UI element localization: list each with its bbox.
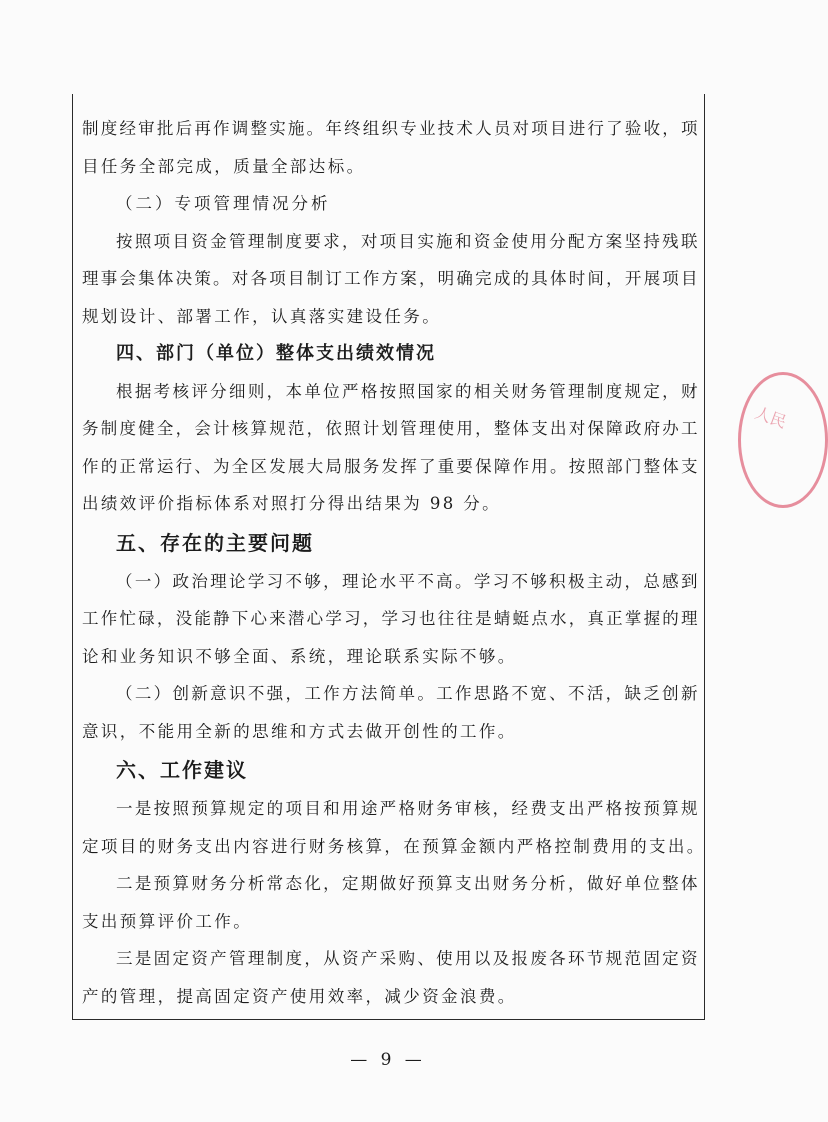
text-line: 出绩效评价指标体系对照打分得出结果为 98 分。 bbox=[82, 494, 502, 513]
text-line: 意识，不能用全新的思维和方式去做开创性的工作。 bbox=[82, 721, 517, 741]
text-line: （二）创新意识不强，工作方法简单。工作思路不宽、不活，缺乏创新 bbox=[116, 684, 698, 703]
text-line: 论和业务知识不够全面、系统，理论联系实际不够。 bbox=[82, 646, 517, 666]
page-number: — 9 — bbox=[350, 1050, 426, 1070]
text-line: 二是预算财务分析常态化，定期做好预算支出财务分析，做好单位整体 bbox=[116, 874, 698, 893]
text-line: 目任务全部完成，质量全部达标。 bbox=[82, 156, 366, 176]
text-line: 产的管理，提高固定资产使用效率，减少资金浪费。 bbox=[82, 986, 517, 1006]
text-line: 三是固定资产管理制度，从资产采购、使用以及报废各环节规范固定资 bbox=[116, 949, 698, 968]
text-line: 制度经审批后再作调整实施。年终组织专业技术人员对项目进行了验收，项 bbox=[82, 119, 698, 138]
text-line: 规划设计、部署工作，认真落实建设任务。 bbox=[82, 306, 442, 326]
seal-text: 人民 bbox=[752, 403, 789, 432]
section-heading: 五、存在的主要问题 bbox=[116, 530, 314, 555]
text-line: 理事会集体决策。对各项目制订工作方案，明确完成的具体时间，开展项目 bbox=[82, 269, 698, 288]
text-line: 务制度健全，会计核算规范，依照计划管理使用，整体支出对保障政府办工 bbox=[82, 419, 698, 438]
text-line: 支出预算评价工作。 bbox=[82, 911, 253, 931]
section-heading: 四、部门（单位）整体支出绩效情况 bbox=[116, 343, 436, 364]
text-line: 定项目的财务支出内容进行财务核算，在预算金额内严格控制费用的支出。 bbox=[82, 836, 706, 856]
text-line: 作的正常运行、为全区发展大局服务发挥了重要保障作用。按照部门整体支 bbox=[82, 456, 698, 476]
text-line: （一）政治理论学习不够，理论水平不高。学习不够积极主动，总感到 bbox=[116, 571, 698, 591]
section-subheading: （二）专项管理情况分析 bbox=[116, 194, 331, 213]
section-heading: 六、工作建议 bbox=[116, 758, 248, 782]
text-line: 工作忙碌，没能静下心来潜心学习，学习也往往是蜻蜓点水，真正掌握的理 bbox=[82, 609, 698, 628]
text-line: 按照项目资金管理制度要求，对项目实施和资金使用分配方案坚持残联 bbox=[116, 231, 698, 251]
document-body bbox=[82, 110, 706, 1015]
text-line: 一是按照预算规定的项目和用途严格财务审核，经费支出严格按预算规 bbox=[116, 799, 698, 818]
text-line: 根据考核评分细则，本单位严格按照国家的相关财务管理制度规定，财 bbox=[116, 381, 698, 401]
official-seal bbox=[738, 372, 828, 508]
